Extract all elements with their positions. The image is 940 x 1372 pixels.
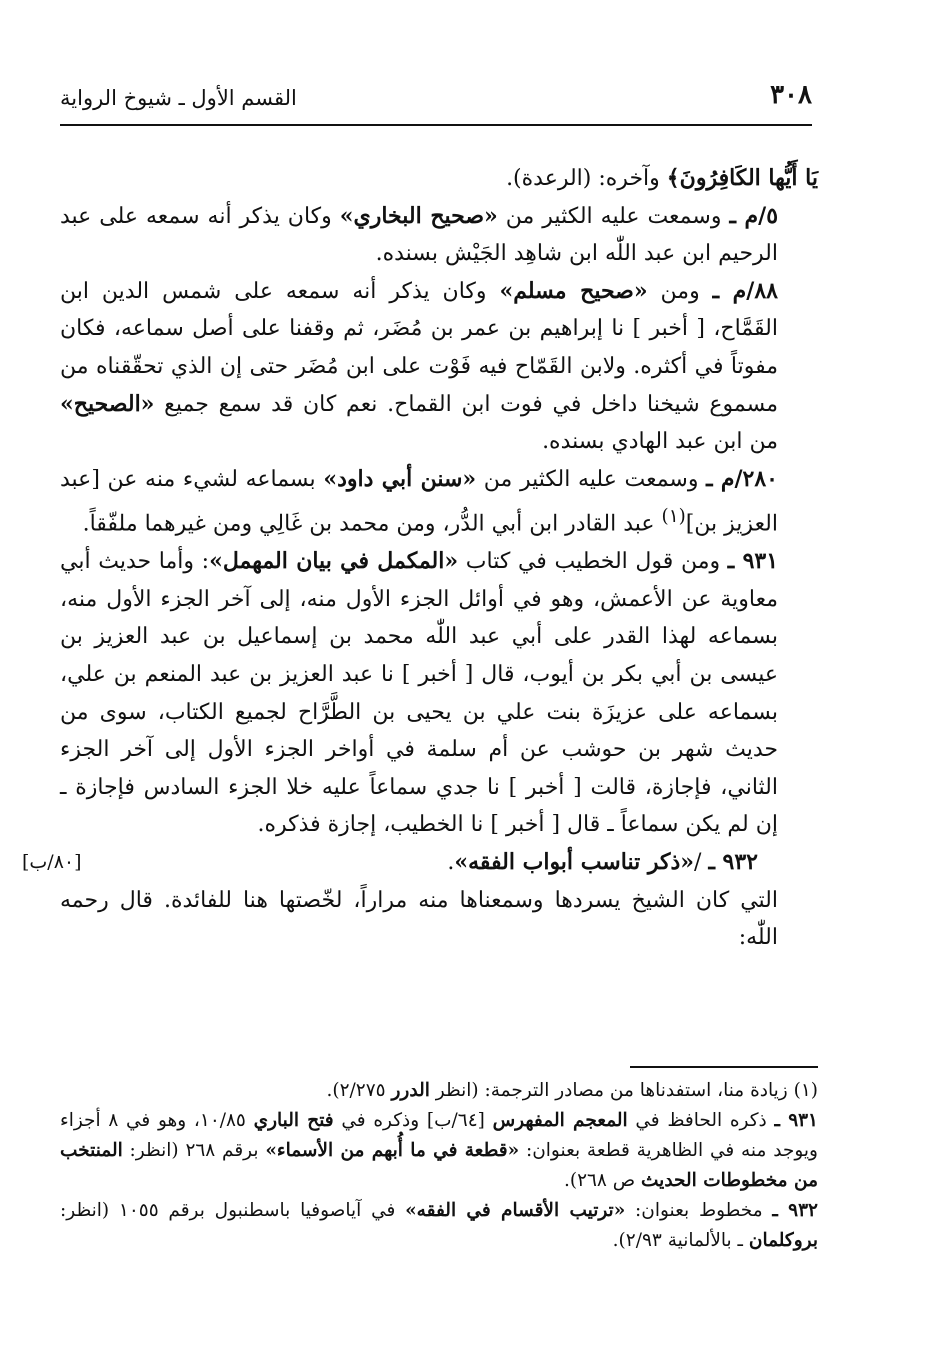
text-span: في آياصوفيا باسطنبول برقم ١٠٥٥ (انظر: <box>60 1200 406 1221</box>
folio-margin-note: [٨٠/ب] <box>22 851 82 874</box>
book-title: «سنن أبي داود» <box>323 465 477 492</box>
entry-number: ٩٣١ ـ <box>774 1110 818 1131</box>
text-span: ـ بالألمانية ٢/٩٣). <box>612 1230 749 1251</box>
text-span: ص ٢٦٨). <box>563 1170 642 1191</box>
paragraph-intro: التي كان الشيخ يسردها وسمعناها منه مراراً، لخّصتها هنا للفائدة. قال رحمه اللّٰه: <box>60 887 778 951</box>
entry-932 <box>22 844 818 882</box>
page-header <box>60 78 812 126</box>
entry-88 <box>60 273 818 461</box>
book-title: المعجم المفهرس <box>492 1110 628 1131</box>
text-span: ١٠/٨٥، وهو في ٨ أجزاء ويوجد منه في الظاهرية قطعة بعنوان: <box>60 1110 818 1161</box>
text-span: ومن <box>647 278 713 304</box>
book-title: فتح الباري <box>253 1110 334 1131</box>
footnotes <box>60 1076 818 1256</box>
footnote-marker: (١) <box>661 506 686 528</box>
book-title: «ترتيب الأقسام في الفقه» <box>405 1200 626 1221</box>
text-span: ذكره الحافظ في <box>627 1110 775 1131</box>
entry-number: ٩٣٢ ـ <box>708 849 758 876</box>
text-span: [٦٤/ب] وذكره في <box>333 1110 493 1131</box>
book-title: «الصحيح» <box>60 390 155 417</box>
book-title: «قطعة في ما أُبهم من الأسماء» <box>265 1140 520 1161</box>
text-span: وكان يذكر أنه سمعه على شمس الدين ابن القَمَّاح، [ أخبر ] نا إبراهيم بن عمر بن مُضَر، ثم وقفنا على أصل سماعه، فكان مفوتاً في أكثره. ولابن القَمّاح فيه فَوْت على ابن مُضَر حتى إن الذي تحقّقناه من مسموع شيخنا داخل في فوت ابن القماح. نعم كان قد سمع جميع <box>60 278 778 417</box>
book-title: «المكمل في بيان المهمل» <box>209 548 459 575</box>
footnote-932 <box>60 1196 818 1256</box>
text-span: . <box>447 850 455 876</box>
footnote-1 <box>60 1076 818 1106</box>
text-span: وسمعت عليه الكثير من <box>476 466 707 492</box>
text-span: برقم ٢٦٨ (انظر: <box>122 1140 266 1161</box>
entry-number: ٢٨٠/م ـ <box>706 465 778 492</box>
book-title: «صحيح مسلم» <box>499 277 648 304</box>
entry-5 <box>60 198 818 273</box>
text-span: ٢/٢٧٥). <box>326 1080 392 1101</box>
text-span: وآخره: (الرعدة). <box>506 166 667 191</box>
entry-number: ٩٣١ ـ <box>727 548 779 575</box>
text-span: / <box>694 850 709 876</box>
text-span: من ابن عبد الهادي بسنده. <box>542 429 778 455</box>
text-span: (١) زيادة منا، استفدناها من مصادر الترجمة: (انظر <box>429 1080 818 1101</box>
paragraph-surah-end <box>60 160 818 198</box>
entry-931 <box>60 543 818 844</box>
quran-quote: يَا أَيُّها الكَافِرُونَ﴾ <box>666 165 818 191</box>
text-span: بسماعه لشيء منه عن [عبد العزيز بن] <box>60 466 778 537</box>
text-span: وكان يذكر أنه سمعه على عبد الرحيم ابن عبد اللّٰه ابن شاهِد الجَيْش بسنده. <box>60 203 778 267</box>
book-title: بروكلمان <box>748 1230 818 1251</box>
footnote-separator <box>630 1066 818 1068</box>
book-title: «صحيح البخاري» <box>339 202 498 229</box>
running-title: القسم الأول ـ شيوخ الرواية <box>60 86 297 110</box>
footnote-931 <box>60 1106 818 1196</box>
text-span: وسمعت عليه الكثير من <box>497 203 730 229</box>
book-title: المنتخب من مخطوطات الحديث <box>60 1140 818 1191</box>
entry-280 <box>60 461 818 544</box>
entry-number: ٥/م ـ <box>729 202 779 229</box>
entry-number: ٨٨/م ـ <box>712 277 778 304</box>
text-span: ومن قول الخطيب في كتاب <box>458 549 728 575</box>
text-span: : وأما حديث أبي معاوية عن الأعمش، وهو في أوائل الجزء الأول منه، إلى آخر الجزء الأول منه، بسماعه لهذا القدر على أبي عبد اللّٰه محمد بن إسماعيل بن عبد العزيز بن عيسى بن أبي بكر بن أيوب، قال [ أخبر ] نا عبد العزيز بن عبد المنعم بن علي، بسماعه على عزيزَة بنت علي بن يحيى بن الطَّرَّاح لجميع الكتاب، سوى من حديث شهر بن حوشب عن أم سلمة في أواخر الجزء الأول إلى آخر الجزء الثاني، فإجازة، قالت [ أخبر ] نا جدي سماعاً عليه خلا الجزء السادس فإجازة ـ إن لم يكن سماعاً ـ قال [ أخبر ] نا الخطيب، إجازة فذكره. <box>60 549 778 838</box>
main-text <box>22 160 818 957</box>
page-number: ٣٠٨ <box>770 80 812 110</box>
entry-number: ٩٣٢ ـ <box>772 1200 818 1221</box>
text-span: عبد القادر ابن أبي الدُّر، ومن محمد بن غَالِي ومن غيرهما ملفّقاً. <box>82 511 662 537</box>
book-title: الدرر <box>391 1080 430 1101</box>
section-heading: «ذكر تناسب أبواب الفقه» <box>454 849 695 876</box>
text-span: مخطوط بعنوان: <box>625 1200 773 1221</box>
